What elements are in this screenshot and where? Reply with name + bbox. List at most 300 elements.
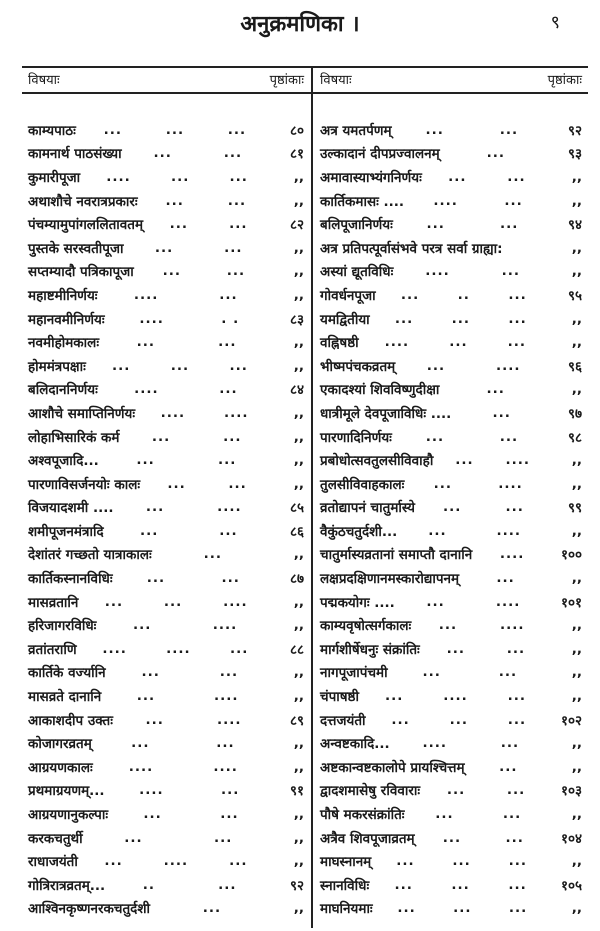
index-entry	[28, 708, 304, 732]
right-column-header	[320, 70, 582, 88]
dot-leader: ...	[443, 499, 462, 516]
dot-leaders	[98, 381, 268, 397]
entry-page-number: ८९	[289, 712, 304, 729]
dot-leaders	[369, 877, 546, 893]
index-entry	[320, 661, 582, 685]
index-entry	[28, 189, 304, 213]
dot-leader: ...	[442, 829, 462, 846]
entry-title: हरिजागरविधिः	[28, 618, 97, 635]
index-entry	[320, 826, 582, 850]
dot-leader: ....	[212, 617, 238, 634]
entry-title: पारणाविसर्जनयोः कालः	[28, 476, 141, 493]
dot-leader: ...	[145, 499, 165, 516]
entry-title: महाष्टमीनिर्णयः	[28, 287, 98, 304]
index-entry	[320, 849, 582, 873]
entry-page-number: ,,	[293, 357, 304, 374]
index-entry	[320, 873, 582, 897]
dot-leaders	[393, 216, 546, 232]
dot-leader: ...	[499, 121, 519, 138]
entry-title: अत्र यमतर्पणम्	[320, 122, 392, 139]
entry-page-number: ,,	[571, 664, 582, 681]
entry-page-number: ,,	[293, 452, 304, 469]
entry-title: उल्कादानं दीपप्रज्वालनम्	[320, 146, 440, 163]
entry-title: देशांतरं गच्छतो यात्राकालः	[28, 547, 152, 564]
dot-leader: ...	[202, 900, 222, 917]
dot-leader: ...	[396, 853, 415, 870]
index-entry	[320, 897, 582, 921]
top-rule	[22, 66, 588, 68]
dot-leaders	[99, 452, 268, 468]
dot-leader: ...	[219, 286, 238, 303]
dot-leader: ....	[505, 452, 531, 469]
dot-leader: ...	[449, 334, 468, 351]
entry-page-number: ,,	[571, 570, 582, 587]
dot-leaders	[422, 169, 546, 185]
dot-leader: ...	[508, 310, 527, 327]
dot-leader: ...	[229, 168, 248, 185]
entry-title: वैकुंठचतुर्दशी...	[320, 523, 398, 540]
dot-leader: ...	[220, 806, 239, 823]
dot-leaders	[77, 641, 268, 657]
dot-leaders	[390, 735, 546, 751]
dot-leaders	[373, 900, 546, 916]
dot-leaders	[404, 476, 546, 492]
entry-title: व्रतांतराणि	[28, 641, 77, 658]
index-entry	[320, 755, 582, 779]
dot-leaders	[105, 877, 268, 893]
dot-leader: ....	[133, 286, 159, 303]
dot-leaders	[376, 287, 546, 303]
index-entry	[28, 448, 304, 472]
entry-page-number: ९२	[289, 877, 304, 894]
dot-leader: ....	[163, 853, 189, 870]
entry-page-number: ,,	[293, 239, 304, 256]
dot-leaders	[359, 688, 546, 704]
dot-leader: ....	[102, 640, 127, 657]
dot-leader: ...	[220, 782, 240, 799]
dot-leader: ...	[455, 452, 474, 469]
header-rule	[22, 92, 588, 94]
entry-title: द्वादशमासेषु रविवाराः	[320, 783, 421, 800]
index-entry	[320, 142, 582, 166]
dot-leader: ....	[217, 499, 242, 516]
dot-leader: ...	[227, 121, 247, 138]
dot-leader: ...	[226, 263, 246, 280]
entry-title: सप्तम्यादौ पत्रिकापूजा	[28, 264, 134, 281]
dot-leader: ...	[229, 216, 248, 233]
page-heading: पृष्ठांकाः	[547, 73, 582, 88]
dot-leader: ...	[153, 145, 172, 162]
index-entry	[320, 283, 582, 307]
entry-title: अत्र प्रतिपत्पूर्वासंभवे परत्र सर्वा ग्राह्या:	[320, 240, 503, 257]
left-index-column	[28, 118, 304, 920]
dot-leader: ....	[166, 640, 191, 657]
dot-leader: ...	[426, 357, 446, 374]
entry-title: अत्रैव शिवपूजाव्रतम्	[320, 830, 415, 847]
entry-title: शमीपूजनमंत्रादि	[28, 523, 104, 540]
dot-leaders	[143, 216, 268, 232]
entry-title: प्रबोधोत्सवतुलसीविवाहौ	[320, 453, 434, 470]
dot-leaders	[366, 712, 546, 728]
entry-page-number: ८१	[289, 146, 304, 163]
entry-page-number: १००	[560, 547, 582, 564]
dot-leader: ...	[218, 876, 237, 893]
entry-title: चातुर्मास्यव्रतानां समाप्तौ दानानि	[320, 547, 473, 564]
index-entry	[320, 401, 582, 425]
index-entry	[28, 684, 304, 708]
dot-leader: ...	[499, 758, 518, 775]
index-entry	[28, 401, 304, 425]
entry-title: कार्तिके वर्ज्यानि	[28, 665, 106, 682]
dot-leader: ...	[400, 286, 420, 303]
entry-page-number: ,,	[571, 900, 582, 917]
index-entry	[320, 307, 582, 331]
entry-page-number: १०२	[560, 712, 582, 729]
entry-page-number: ,,	[571, 310, 582, 327]
dot-leader: ...	[500, 216, 519, 233]
dot-leaders	[405, 806, 546, 822]
entry-title: अश्वपूजादि...	[28, 453, 99, 470]
dot-leader: ....	[384, 334, 410, 351]
entry-page-number: ,,	[571, 735, 582, 752]
entry-page-number: ,,	[293, 829, 304, 846]
dot-leader: ...	[218, 334, 237, 351]
index-entry	[28, 873, 304, 897]
entry-page-number: ८०	[289, 122, 304, 139]
index-entry	[320, 779, 582, 803]
entry-title: आशौचे समाप्तिनिर्णयः	[28, 405, 136, 422]
dot-leaders	[106, 664, 268, 680]
dot-leaders	[388, 664, 546, 680]
dot-leader: ...	[170, 168, 190, 185]
subject-heading: विषयाः	[28, 73, 60, 88]
entry-page-number: ८५	[289, 500, 304, 517]
index-entry	[320, 802, 582, 826]
entry-page-number: ,,	[293, 404, 304, 421]
dot-leaders	[152, 546, 268, 562]
dot-leader: ...	[228, 475, 247, 492]
dot-leader: ...	[499, 428, 519, 445]
entry-title: प्रथमाग्रयणम्...	[28, 783, 105, 800]
entry-page-number: ८७	[289, 571, 304, 588]
entry-page-number: ,,	[571, 192, 582, 209]
entry-page-number: ,,	[571, 263, 582, 280]
dot-leader: ...	[428, 522, 447, 539]
dot-leader: ...	[165, 192, 184, 209]
entry-title: आग्रयणकालः	[28, 759, 93, 776]
index-entry	[28, 212, 304, 236]
dot-leader: ...	[221, 570, 240, 587]
index-entry	[28, 472, 304, 496]
index-entry	[28, 425, 304, 449]
entry-page-number: ,,	[571, 758, 582, 775]
left-column-header	[28, 70, 304, 88]
dot-leaders	[99, 334, 268, 350]
entry-page-number: ,,	[293, 286, 304, 303]
entry-title: चंपाषष्ठी	[320, 689, 359, 706]
dot-leader: ...	[169, 216, 188, 233]
entry-page-number: ,,	[571, 806, 582, 823]
dot-leader: ....	[134, 381, 159, 398]
dot-leader: ...	[486, 145, 506, 162]
entry-page-number: ८८	[289, 641, 304, 658]
dot-leader: ...	[425, 428, 445, 445]
entry-page-number: ९१	[289, 783, 304, 800]
dot-leader: ...	[165, 121, 185, 138]
entry-title: काम्यपाठः	[28, 122, 76, 139]
index-entry	[320, 708, 582, 732]
entry-title: बलिदाननिर्णयः	[28, 382, 98, 399]
dot-leaders	[392, 122, 546, 138]
dot-leader: ....	[496, 522, 522, 539]
index-entry	[320, 637, 582, 661]
dot-leader: ...	[486, 381, 505, 398]
right-index-column	[320, 118, 582, 920]
entry-title: माघनियमाः	[320, 901, 373, 918]
dot-leaders	[105, 782, 268, 798]
index-entry	[28, 566, 304, 590]
dot-leaders	[370, 311, 546, 327]
dot-leaders	[113, 570, 268, 586]
index-entry	[320, 165, 582, 189]
dot-leader: ...	[104, 593, 124, 610]
index-entry	[320, 543, 582, 567]
dot-leader: ...	[143, 806, 162, 823]
index-entry	[28, 378, 304, 402]
entry-page-number: ,,	[571, 168, 582, 185]
entry-page-number: ९६	[567, 358, 582, 375]
index-entry	[320, 212, 582, 236]
index-entry	[28, 802, 304, 826]
dot-leaders	[78, 853, 268, 869]
entry-page-number: ,,	[571, 617, 582, 634]
entry-page-number: ,,	[293, 168, 304, 185]
entry-page-number: ९९	[567, 500, 582, 517]
entry-page-number: ,,	[293, 334, 304, 351]
entry-page-number: ,,	[293, 263, 304, 280]
dot-leader: ....	[496, 357, 521, 374]
dot-leader: ....	[495, 593, 521, 610]
entry-title: विजयादशमी ....	[28, 500, 114, 517]
entry-page-number: ९३	[567, 146, 582, 163]
entry-title: कार्तिकस्नानविधिः	[28, 571, 113, 588]
entry-title: अन्वष्टकादि...	[320, 736, 390, 753]
dot-leaders	[359, 334, 546, 350]
dot-leaders	[420, 641, 546, 657]
dot-leader: ...	[136, 688, 156, 705]
dot-leaders	[138, 193, 268, 209]
index-entry	[320, 613, 582, 637]
dot-leader: ...	[505, 499, 524, 516]
entry-title: करकचतुर्थी	[28, 830, 83, 847]
index-entry	[28, 307, 304, 331]
dot-leaders	[113, 712, 268, 728]
index-entry	[320, 519, 582, 543]
entry-title: अमावास्याभ्यंगनिर्णयः	[320, 169, 422, 186]
index-entry	[320, 378, 582, 402]
dot-leader: ...	[394, 876, 413, 893]
index-entry	[320, 118, 582, 142]
dot-leaders	[104, 523, 268, 539]
entry-page-number: १०१	[560, 594, 582, 611]
dot-leader: ....	[500, 617, 525, 634]
dot-leader: ...	[213, 829, 233, 846]
dot-leaders	[439, 381, 546, 397]
entry-title: पद्मकयोगः ....	[320, 594, 395, 611]
dot-leader: ...	[508, 853, 528, 870]
dot-leader: ....	[425, 263, 450, 280]
dot-leaders	[393, 263, 546, 279]
index-entry	[28, 354, 304, 378]
dot-leader: ....	[499, 546, 525, 563]
entry-page-number: १०३	[560, 783, 582, 800]
dot-leader: ...	[448, 168, 467, 185]
dot-leader: ....	[216, 711, 242, 728]
dot-leaders	[96, 617, 268, 633]
entry-title: काम्यवृषोत्सर्गकालः	[320, 618, 412, 635]
dot-leader: ...	[508, 900, 528, 917]
dot-leader: ...	[397, 900, 416, 917]
dot-leaders	[122, 145, 268, 161]
index-entry	[28, 330, 304, 354]
index-entry	[28, 118, 304, 142]
dot-leader: ....	[128, 758, 154, 775]
dot-leaders	[113, 499, 268, 515]
entry-title: पौषे मकरसंक्रांतिः	[320, 807, 405, 824]
entry-title: अथाशौचे नवरात्रप्रकारः	[28, 193, 138, 210]
index-entry	[28, 590, 304, 614]
dot-leader: ....	[106, 168, 131, 185]
dot-leader: ...	[133, 617, 152, 634]
entry-page-number: ,,	[571, 853, 582, 870]
entry-title: अस्यां द्यूतविधिः	[320, 264, 394, 281]
entry-title: मार्गशीर्षेधनुः संक्रांतिः	[320, 641, 420, 658]
dot-leader: ...	[394, 310, 414, 327]
dot-leader: ...	[227, 192, 247, 209]
index-entry	[320, 472, 582, 496]
entry-page-number: ८३	[289, 311, 304, 328]
dot-leaders	[80, 169, 268, 185]
column-divider	[311, 68, 313, 928]
dot-leader: ...	[145, 711, 164, 728]
dot-leader: ...	[216, 735, 235, 752]
dot-leader: ..	[457, 286, 470, 303]
dot-leader: ...	[163, 593, 183, 610]
page-number: ९	[550, 12, 560, 33]
dot-leader: ...	[223, 428, 242, 445]
dot-leader: ....	[223, 593, 248, 610]
entry-title: गोत्रिरात्रव्रतम्...	[28, 877, 106, 894]
dot-leaders	[108, 806, 268, 822]
index-entry	[28, 779, 304, 803]
entry-title: लोहाभिसारिकं कर्म	[28, 429, 120, 446]
dot-leader: ...	[141, 664, 160, 681]
index-entry	[28, 897, 304, 921]
entry-title: महानवमीनिर्णयः	[28, 311, 105, 328]
entry-title: भीष्मपंचकव्रतम्	[320, 358, 396, 375]
dot-leaders	[76, 122, 268, 138]
dot-leader: ...	[498, 664, 518, 681]
index-entry	[320, 425, 582, 449]
dot-leaders	[86, 358, 268, 374]
dot-leader: ...	[496, 570, 515, 587]
dot-leader: ...	[449, 711, 468, 728]
entry-page-number: १०४	[560, 830, 582, 847]
entry-title: स्नानविधिः	[320, 877, 370, 894]
dot-leaders	[78, 594, 268, 610]
entry-page-number: ,,	[571, 475, 582, 492]
dot-leader: ....	[224, 404, 249, 421]
dot-leader: ...	[136, 452, 155, 469]
dot-leader: ....	[160, 404, 186, 421]
dot-leaders	[371, 853, 546, 869]
index-entry	[320, 496, 582, 520]
entry-page-number: ,,	[571, 522, 582, 539]
dot-leader: ....	[422, 735, 448, 752]
entry-page-number: ,,	[293, 428, 304, 445]
entry-title: कुमारीपूजा	[28, 169, 81, 186]
entry-page-number: ,,	[571, 381, 582, 398]
dot-leader: ...	[124, 829, 143, 846]
index-entry	[28, 142, 304, 166]
entry-page-number: ,,	[293, 688, 304, 705]
index-entry	[320, 590, 582, 614]
dot-leader: ...	[508, 286, 527, 303]
dot-leaders	[101, 688, 268, 704]
index-entry	[28, 543, 304, 567]
index-entry	[320, 566, 582, 590]
entry-page-number: ,,	[293, 546, 304, 563]
index-entry	[320, 448, 582, 472]
dot-leader: ...	[438, 617, 458, 634]
dot-leaders	[392, 429, 546, 445]
dot-leaders	[415, 499, 546, 515]
dot-leaders	[420, 782, 546, 798]
index-entry	[320, 330, 582, 354]
dot-leaders	[415, 830, 546, 846]
dot-leader: ...	[170, 357, 190, 374]
dot-leader: ...	[151, 428, 171, 445]
entry-title: लक्षप्रदक्षिणानमस्कारोद्यापनम्	[320, 571, 460, 588]
entry-title: वह्निषष्ठी	[320, 335, 359, 352]
dot-leader: ....	[498, 475, 523, 492]
dot-leader: ....	[214, 688, 239, 705]
entry-title: कोजागरव्रतम्	[28, 736, 92, 753]
dot-leader: ...	[507, 168, 526, 185]
dot-leader: ....	[139, 310, 164, 327]
dot-leaders	[105, 311, 268, 327]
index-entry	[320, 731, 582, 755]
dot-leader: ...	[451, 876, 470, 893]
dot-leaders	[472, 546, 546, 562]
entry-title: तुलसीविवाहकालः	[320, 476, 405, 493]
entry-title: यमद्वितीया	[320, 311, 370, 328]
dot-leaders	[397, 523, 546, 539]
index-entry	[28, 731, 304, 755]
dot-leader: ...	[162, 263, 181, 280]
entry-page-number: ८४	[289, 382, 304, 399]
dot-leaders	[93, 759, 268, 775]
entry-title: नवमीहोमकालः	[28, 335, 100, 352]
entry-page-number: ,,	[293, 758, 304, 775]
dot-leader: ...	[112, 357, 131, 374]
dot-leader: ...	[140, 522, 159, 539]
dot-leader: ...	[505, 829, 524, 846]
entry-title: मासव्रते दानानि	[28, 689, 102, 706]
dot-leader: . .	[221, 310, 240, 327]
index-entry	[28, 519, 304, 543]
index-entry	[28, 165, 304, 189]
